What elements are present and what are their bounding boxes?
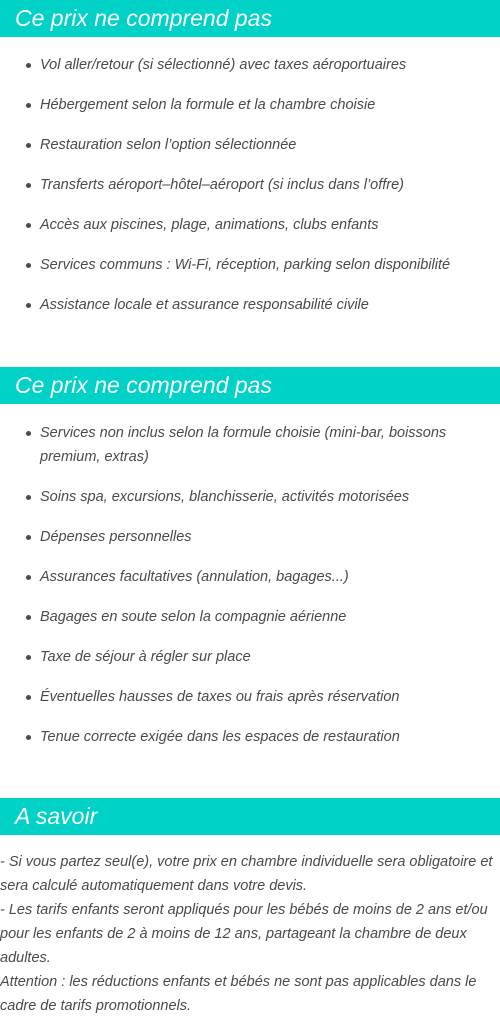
list-item: Éventuelles hausses de taxes ou frais après réservation [0, 685, 500, 709]
list-item: Restauration selon l’option sélectionnée [0, 133, 500, 157]
list-item: Tenue correcte exigée dans les espaces de restauration [0, 725, 500, 749]
list-item: Services non inclus selon la formule choisie (mini-bar, boissons premium, extras) [0, 421, 500, 469]
note-paragraph: - Les tarifs enfants seront appliqués pour les bébés de moins de 2 ans et/ou pour les enfants de 2 à moins de 12 ans, partageant la chambre de deux adultes. [0, 902, 488, 966]
good-to-know-title: A savoir [0, 798, 500, 835]
included-section [0, 0, 500, 333]
note-paragraph: Attention : les réductions enfants et bébés ne sont pas applicables dans le cadre de tarifs promotionnels. [0, 974, 477, 1014]
bullet-icon [26, 655, 31, 660]
bullet-icon [26, 575, 31, 580]
list-item: Services communs : Wi-Fi, réception, parking selon disponibilité [0, 253, 500, 277]
list-item: Bagages en soute selon la compagnie aérienne [0, 605, 500, 629]
list-item: Taxe de séjour à régler sur place [0, 645, 500, 669]
list-item: Hébergement selon la formule et la chambre choisie [0, 93, 500, 117]
bullet-icon [26, 535, 31, 540]
bullet-icon [26, 63, 31, 68]
list-item: Dépenses personnelles [0, 525, 500, 549]
bullet-icon [26, 615, 31, 620]
list-item: Assistance locale et assurance responsabilité civile [0, 293, 500, 317]
bullet-icon [26, 183, 31, 188]
list-item: Soins spa, excursions, blanchisserie, activités motorisées [0, 485, 500, 509]
bullet-icon [26, 303, 31, 308]
included-list [0, 53, 500, 317]
not-included-list [0, 421, 500, 749]
bullet-icon [26, 495, 31, 500]
bullet-icon [26, 223, 31, 228]
list-item: Accès aux piscines, plage, animations, clubs enfants [0, 213, 500, 237]
list-item: Assurances facultatives (annulation, bagages...) [0, 565, 500, 589]
note-paragraph: - Si vous partez seul(e), votre prix en chambre individuelle sera obligatoire et sera calculé automatiquement dans votre devis. [0, 854, 493, 894]
bullet-icon [26, 103, 31, 108]
list-item: Transferts aéroport–hôtel–aéroport (si inclus dans l’offre) [0, 173, 500, 197]
bullet-icon [26, 735, 31, 740]
bullet-icon [26, 431, 31, 436]
good-to-know-text [0, 850, 500, 1018]
included-section-title: Ce prix ne comprend pas [0, 0, 500, 37]
bullet-icon [26, 263, 31, 268]
not-included-section-title: Ce prix ne comprend pas [0, 367, 500, 404]
bullet-icon [26, 143, 31, 148]
good-to-know-section [0, 798, 500, 1018]
bullet-icon [26, 695, 31, 700]
list-item: Vol aller/retour (si sélectionné) avec taxes aéroportuaires [0, 53, 500, 77]
not-included-section [0, 367, 500, 765]
